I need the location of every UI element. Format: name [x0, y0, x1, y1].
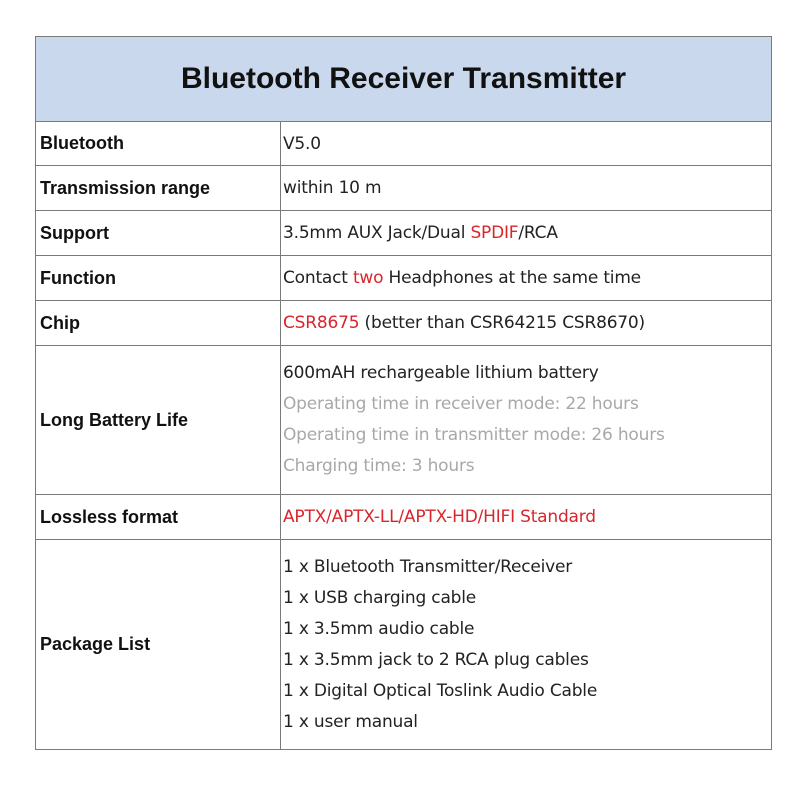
spec-row-function — [36, 256, 772, 301]
chip-text-post: (better than CSR64215 CSR8670) — [359, 313, 645, 333]
battery-line: Charging time: 3 hours — [283, 456, 475, 476]
spec-row-battery — [36, 346, 772, 495]
spec-value-function — [281, 256, 772, 301]
function-highlight: two — [352, 268, 384, 288]
spec-label-lossless: Lossless format — [36, 495, 281, 540]
spec-row-bluetooth — [36, 122, 772, 166]
support-highlight: SPDIF — [470, 223, 519, 243]
spec-label-range: Transmission range — [36, 166, 281, 211]
battery-line: Operating time in receiver mode: 22 hours — [283, 394, 639, 414]
spec-value-package — [281, 540, 772, 750]
spec-label-chip: Chip — [36, 301, 281, 346]
spec-row-package — [36, 540, 772, 750]
spec-value-lossless: APTX/APTX-LL/APTX-HD/HIFI Standard — [281, 495, 772, 540]
package-item: 1 x 3.5mm jack to 2 RCA plug cables — [283, 649, 589, 670]
spec-label-package: Package List — [36, 540, 281, 750]
package-item: 1 x USB charging cable — [283, 587, 477, 608]
spec-row-lossless — [36, 495, 772, 540]
spec-row-support — [36, 211, 772, 256]
spec-value-battery — [281, 346, 772, 495]
spec-value-range: within 10 m — [281, 166, 772, 211]
package-item: 1 x Digital Optical Toslink Audio Cable — [283, 680, 598, 701]
spec-value-support — [281, 211, 772, 256]
package-item: 1 x 3.5mm audio cable — [283, 618, 475, 639]
package-item: 1 x Bluetooth Transmitter/Receiver — [283, 556, 573, 577]
support-text-post: /RCA — [518, 223, 558, 243]
spec-table — [35, 36, 772, 750]
package-item: 1 x user manual — [283, 711, 418, 732]
battery-line: Operating time in transmitter mode: 26 hours — [283, 425, 665, 445]
spec-row-range — [36, 166, 772, 211]
spec-value-chip — [281, 301, 772, 346]
spec-label-support: Support — [36, 211, 281, 256]
battery-line: 600mAH rechargeable lithium battery — [283, 363, 599, 383]
support-text-pre: 3.5mm AUX Jack/Dual — [283, 223, 471, 243]
function-text-pre: Contact — [283, 268, 353, 288]
function-text-post: Headphones at the same time — [383, 268, 641, 288]
spec-label-battery: Long Battery Life — [36, 346, 281, 495]
title-row — [36, 37, 772, 122]
chip-highlight: CSR8675 — [283, 313, 360, 333]
spec-value-bluetooth: V5.0 — [281, 122, 772, 166]
table-title: Bluetooth Receiver Transmitter — [36, 37, 772, 122]
spec-label-function: Function — [36, 256, 281, 301]
spec-label-bluetooth: Bluetooth — [36, 122, 281, 166]
spec-row-chip — [36, 301, 772, 346]
